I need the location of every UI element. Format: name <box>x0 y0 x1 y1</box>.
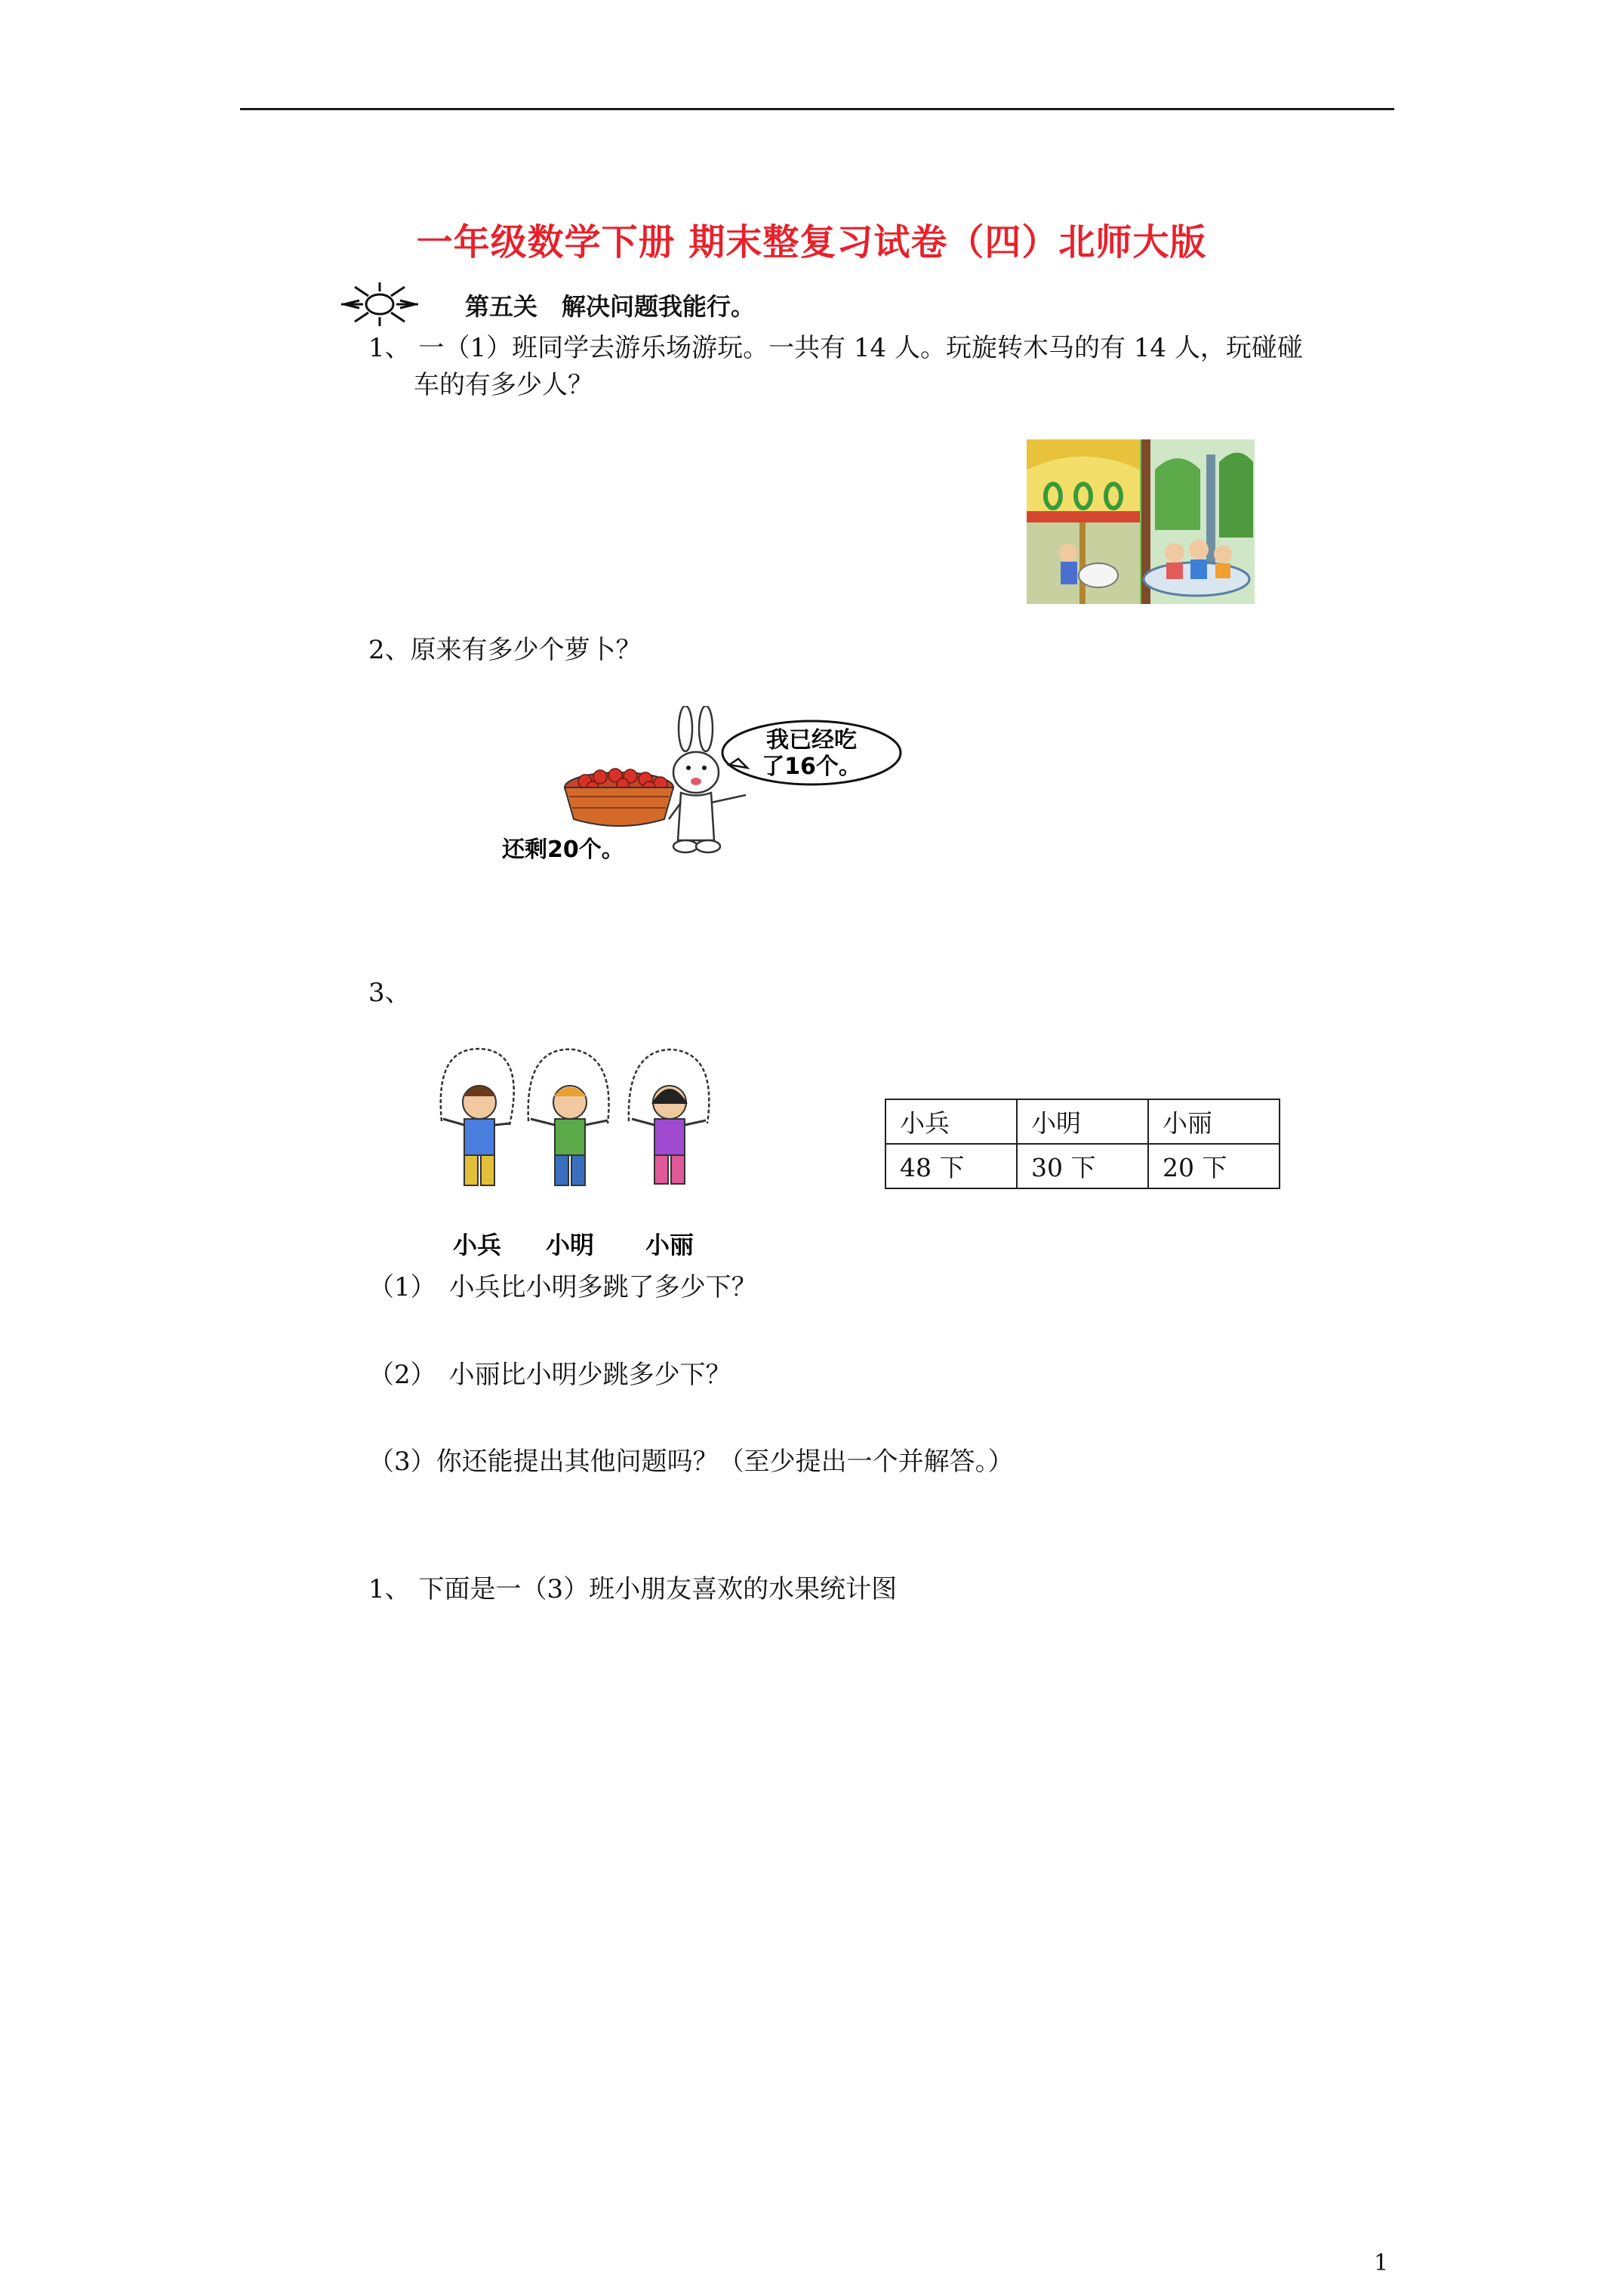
table-row <box>885 1144 1280 1188</box>
table-cell: 20 下 <box>1148 1144 1280 1188</box>
header-rule <box>240 108 1394 110</box>
section-heading: 第五关 解决问题我能行。 <box>465 292 756 321</box>
table-cell: 30 下 <box>1017 1144 1148 1188</box>
kid-name-2: 小明 <box>546 1231 595 1259</box>
q3-sub3: （3）你还能提出其他问题吗？（至少提出一个并解答。） <box>368 1447 1014 1477</box>
jump-rope-kids-image <box>419 1034 736 1261</box>
remaining-label: 还剩20个。 <box>502 837 624 863</box>
q3-sub1: （1） 小兵比小明多跳了多少下？ <box>368 1272 757 1302</box>
q3-number: 3、 <box>368 978 411 1008</box>
speech-bubble-line2: 了16个。 <box>762 754 861 780</box>
sun-icon <box>338 281 421 328</box>
kid-name-1: 小兵 <box>453 1231 502 1259</box>
q1-text-line2: 车的有多少人？ <box>414 370 593 400</box>
speech-bubble-line1: 我已经吃 <box>766 727 857 754</box>
q4-text: 1、 下面是一（3）班小朋友喜欢的水果统计图 <box>368 1574 898 1604</box>
jump-count-table <box>885 1099 1280 1189</box>
kid-name-3: 小丽 <box>645 1231 694 1259</box>
table-header-cell: 小明 <box>1017 1099 1148 1144</box>
q2-text: 2、原来有多少个萝卜？ <box>368 635 642 665</box>
q3-sub2: （2） 小丽比小明少跳多少下？ <box>368 1360 731 1390</box>
q1-text-line1: 1、 一（1）班同学去游乐场游玩。一共有 14 人。玩旋转木马的有 14 人，玩碰碰 <box>368 333 1303 363</box>
table-row <box>885 1099 1280 1144</box>
table-header-cell: 小丽 <box>1148 1099 1280 1144</box>
page-title: 一年级数学下册 期末整复习试卷（四）北师大版 <box>416 221 1207 264</box>
rabbit-radish-image <box>491 706 913 876</box>
table-header-cell: 小兵 <box>885 1099 1017 1144</box>
amusement-park-image <box>1027 439 1255 604</box>
table-cell: 48 下 <box>885 1144 1017 1188</box>
page-number: 1 <box>1374 2250 1389 2276</box>
